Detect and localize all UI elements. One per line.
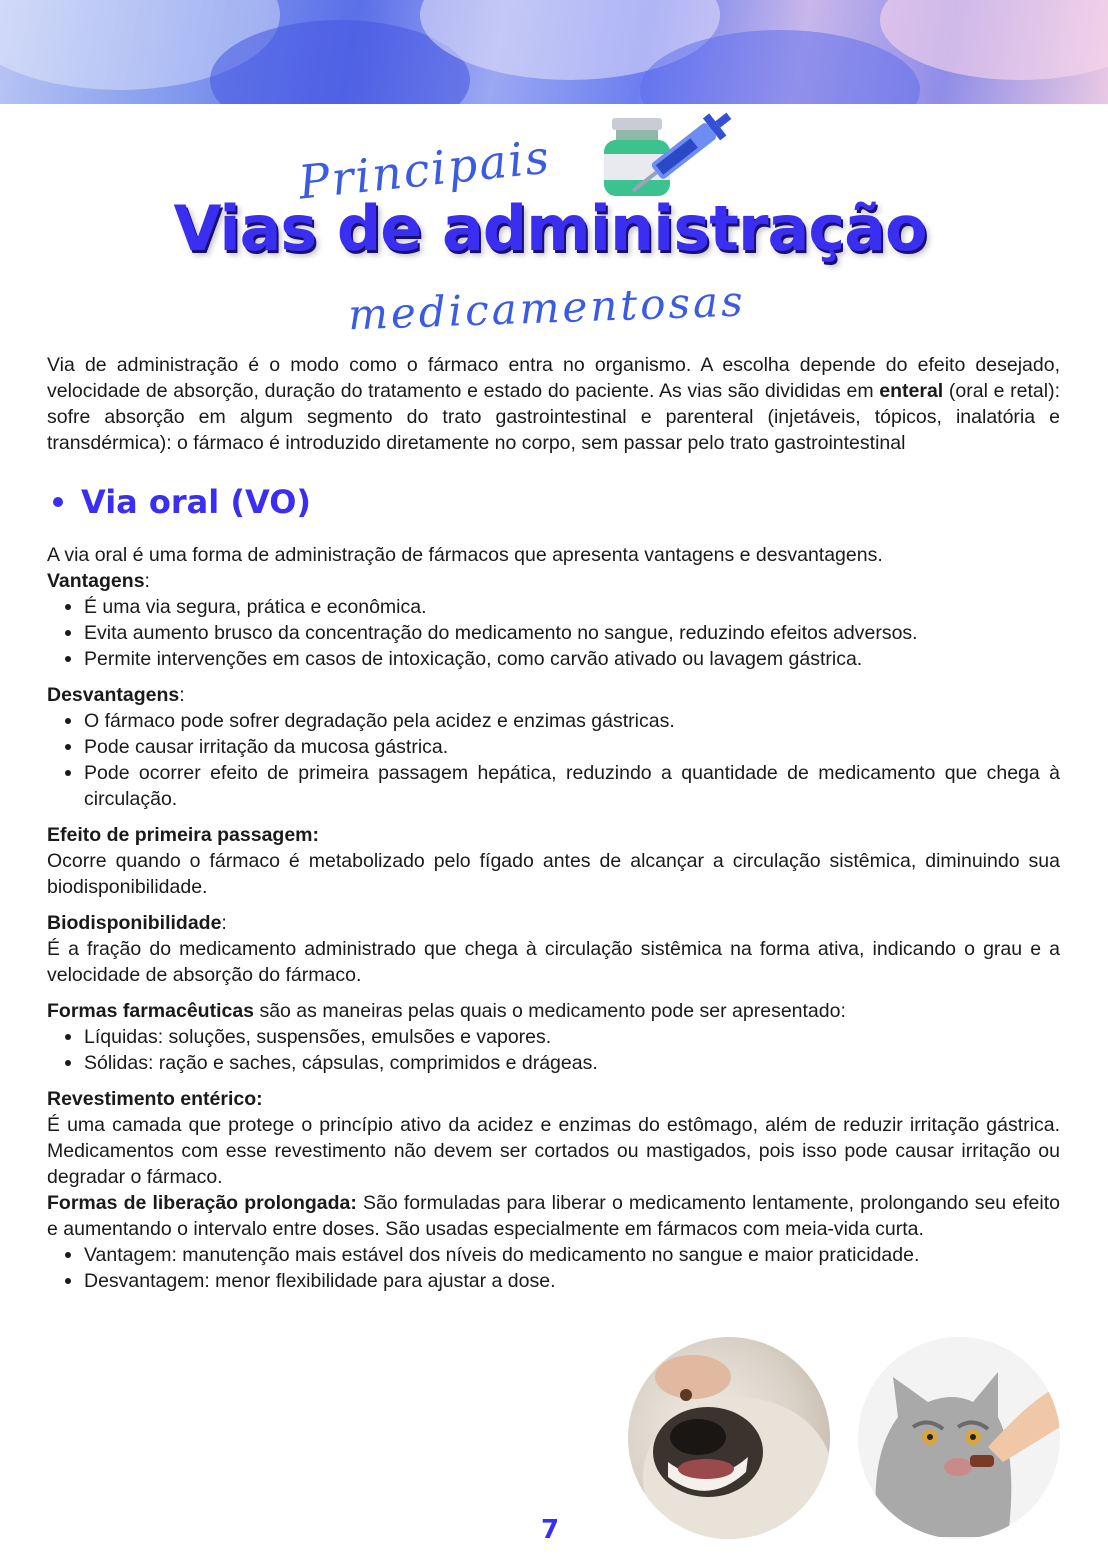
formas-list	[47, 1024, 1060, 1076]
section-heading-text: Via oral (VO)	[81, 483, 312, 521]
vantagens-label-line: Vantagens:	[47, 570, 150, 592]
vantagens-label: Vantagens	[47, 570, 145, 592]
formas-line	[47, 998, 1060, 1024]
biodisponibilidade-text: É a fração do medicamento administrado que chega à circulação sistêmica na forma ativa, indicando o grau e a velocidade de absorção do fármaco.	[47, 938, 1060, 986]
primeira-passagem-text: Ocorre quando o fármaco é metabolizado pelo fígado antes de alcançar a circulação sistêmica, diminuindo sua biodisponibilidade.	[47, 850, 1060, 898]
intro-bold: enteral	[879, 380, 944, 402]
biodisponibilidade-label-line: Biodisponibilidade:	[47, 912, 227, 934]
section-heading	[47, 482, 1060, 522]
dog-illustration	[628, 1337, 830, 1539]
biodisponibilidade-label: Biodisponibilidade	[47, 912, 222, 934]
revestimento-title: Revestimento entérico:	[47, 1088, 263, 1110]
page-number: 7	[540, 1515, 560, 1545]
list-item: O fármaco pode sofrer degradação pela acidez e enzimas gástricas.	[84, 708, 1060, 734]
list-item: Vantagem: manutenção mais estável dos níveis do medicamento no sangue e maior praticidade.	[84, 1242, 1060, 1268]
revestimento-label	[47, 1086, 1060, 1112]
cat-illustration	[858, 1337, 1060, 1539]
formas-text: são as maneiras pelas quais o medicamento pode ser apresentado:	[254, 1000, 846, 1022]
primeira-passagem-label	[47, 822, 1060, 848]
desvantagens-label: Desvantagens	[47, 684, 180, 706]
list-item: Evita aumento brusco da concentração do medicamento no sangue, reduzindo efeitos adversos.	[84, 620, 1060, 646]
liberacao-list	[47, 1242, 1060, 1294]
header-banner	[0, 0, 1108, 104]
liberacao-paragraph	[47, 1190, 1060, 1242]
cat-eating-treat-photo	[858, 1337, 1060, 1539]
primeira-passagem-title: Efeito de primeira passagem:	[47, 824, 320, 846]
content	[47, 352, 1060, 1294]
banner-wave	[880, 0, 1108, 80]
vantagens-list	[47, 594, 1060, 672]
liberacao-text: São formuladas para liberar o medicamento lentamente, prolongando seu efeito e aumentando o intervalo entre doses. São usadas especialmente em fármacos com meia-vida curta.	[47, 1192, 1060, 1240]
page-title: Vias de administração	[173, 192, 927, 265]
desvantagens-list	[47, 708, 1060, 812]
list-item: Pode ocorrer efeito de primeira passagem hepática, reduzindo a quantidade de medicamento que chega à circulação.	[84, 762, 1060, 810]
intro-text: Via de administração é o modo como o fármaco entra no organismo. A escolha depende do efeito desejado, velocidade de absorção, duração do tratamento e estado do paciente. As vias são divididas em	[47, 354, 1060, 402]
liberacao-label: Formas de liberação prolongada:	[47, 1192, 357, 1214]
list-item: Desvantagem: menor flexibilidade para ajustar a dose.	[84, 1268, 1060, 1294]
vial-syringe-icon	[590, 104, 735, 199]
section-lead: A via oral é uma forma de administração de fármacos que apresenta vantagens e desvantagens.	[47, 544, 883, 566]
list-item: Pode causar irritação da mucosa gástrica.	[84, 734, 1060, 760]
bullet-dot-icon	[53, 497, 63, 507]
list-item: Líquidas: soluções, suspensões, emulsões e vapores.	[84, 1024, 1060, 1050]
list-item: Sólidas: ração e saches, cápsulas, comprimidos e drágeas.	[84, 1050, 1060, 1076]
formas-label: Formas farmacêuticas	[47, 1000, 255, 1022]
intro-text: (oral e retal): sofre absorção em algum segmento do trato gastrointestinal e parenteral (injetáveis, tópicos, inalatória e transdérmica): o fármaco é introduzido diretamente no corpo, sem passar pelo trato gastrointestinal	[47, 380, 1060, 454]
dog-eating-treat-photo	[628, 1337, 830, 1539]
list-item: Permite intervenções em casos de intoxicação, como carvão ativado ou lavagem gástrica.	[84, 646, 1060, 672]
intro-paragraph	[47, 352, 1060, 456]
title-script-top: Principais	[295, 129, 554, 210]
title-script-bottom: medicamentosas	[347, 276, 747, 340]
desvantagens-label-line: Desvantagens:	[47, 684, 185, 706]
revestimento-text: É uma camada que protege o princípio ativo da acidez e enzimas do estômago, além de reduzir irritação gástrica. Medicamentos com esse revestimento não devem ser cortados ou mastigados, pois isso pode causar irritação ou degradar o fármaco.	[47, 1114, 1060, 1188]
list-item: É uma via segura, prática e econômica.	[84, 594, 1060, 620]
